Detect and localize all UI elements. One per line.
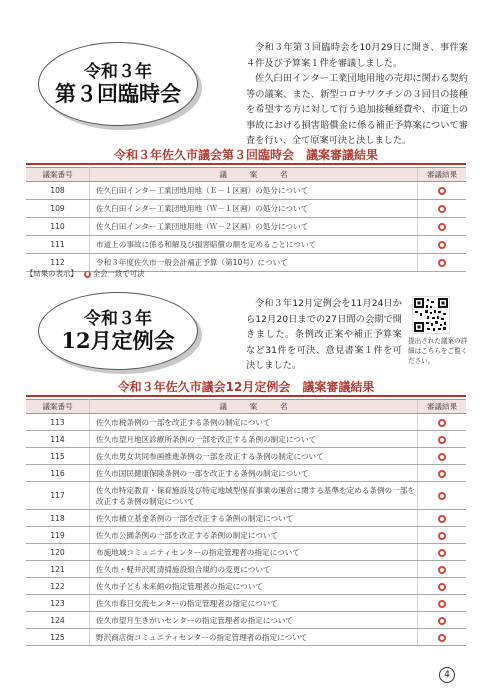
bill-number: 120 <box>26 544 90 561</box>
bill-name: 佐久市公園条例の一部を改正する条例の制定について <box>90 527 418 544</box>
bill-result <box>418 431 467 448</box>
passed-unanimous-icon <box>438 419 446 427</box>
page-number: 4 <box>439 667 455 683</box>
session2-title-badge <box>38 292 198 370</box>
table-row <box>26 414 466 431</box>
bill-name: 佐久市望月生きがいセンターの指定管理者の指定について <box>90 612 418 629</box>
bill-name: 佐久市男女共同参画推進条例の一部を改正する条例の制定について <box>90 448 418 465</box>
header-number: 議案番号 <box>26 168 90 182</box>
table-row <box>26 595 466 612</box>
passed-unanimous-icon <box>438 532 446 540</box>
bill-result <box>418 544 467 561</box>
passed-unanimous-icon <box>438 241 446 249</box>
table-row <box>26 200 466 218</box>
table-row <box>26 612 466 629</box>
bill-result <box>418 578 467 595</box>
bill-result <box>418 561 467 578</box>
bill-name: 佐久市特定教育・保育施設及び特定地域型保育事業の運営に関する基準を定める条例の一部を改正する条例の制定について <box>90 482 418 510</box>
bill-number: 118 <box>26 510 90 527</box>
table-row <box>26 431 466 448</box>
bill-name: 布施地域コミュニティセンターの指定管理者の指定について <box>90 544 418 561</box>
bill-result <box>418 629 467 646</box>
session1-title-badge <box>38 42 198 126</box>
header-number: 議案番号 <box>26 400 90 414</box>
bill-result <box>418 612 467 629</box>
bill-result <box>418 236 467 254</box>
passed-unanimous-icon <box>438 515 446 523</box>
bill-name: 佐久市春日交流センターの指定管理者の指定について <box>90 595 418 612</box>
session2-table-title: 令和３年佐久市議会12月定例会 議案審議結果 <box>117 380 375 394</box>
passed-unanimous-icon <box>438 549 446 557</box>
bill-number: 125 <box>26 629 90 646</box>
bill-result <box>418 254 467 272</box>
bill-result <box>418 510 467 527</box>
bill-number: 121 <box>26 561 90 578</box>
session2-title-year: 令和３年 <box>84 308 152 329</box>
result-legend <box>26 268 145 279</box>
passed-unanimous-icon <box>84 271 91 278</box>
bill-name: 佐久市子ども未来館の指定管理者の指定について <box>90 578 418 595</box>
passed-unanimous-icon <box>438 436 446 444</box>
bill-result <box>418 182 467 200</box>
table-row <box>26 629 466 646</box>
bill-result <box>418 527 467 544</box>
qr-note: 提出された議案の詳細はこちらをご覧ください。 <box>408 337 468 365</box>
table-row <box>26 218 466 236</box>
bill-number: 113 <box>26 414 90 431</box>
bill-name: 野沢商店街コミュニティセンターの指定管理者の指定について <box>90 629 418 646</box>
table-row <box>26 182 466 200</box>
bill-number: 119 <box>26 527 90 544</box>
passed-unanimous-icon <box>438 634 446 642</box>
table-row <box>26 465 466 482</box>
bill-name: 佐久臼田インター工業団地用地（Ｅ－１区画）の処分について <box>90 182 418 200</box>
session2-title-rule <box>26 395 466 397</box>
passed-unanimous-icon <box>438 470 446 478</box>
bill-name: 市道上の事故に係る和解及び損害賠償の額を定めることについて <box>90 236 418 254</box>
table-row <box>26 544 466 561</box>
session1-results-table <box>26 167 466 272</box>
bill-number: 122 <box>26 578 90 595</box>
bill-name: 令和３年度佐久市一般会計補正予算（第10号）について <box>90 254 418 272</box>
qr-code-icon[interactable] <box>412 296 450 334</box>
bill-name: 佐久市積立基金条例の一部を改正する条例の制定について <box>90 510 418 527</box>
bill-result <box>418 414 467 431</box>
passed-unanimous-icon <box>438 566 446 574</box>
header-name: 議 案 名 <box>90 400 418 414</box>
session1-intro-p1: 令和３年第３回臨時会を10月29日に開き、事件案４件及び予算案１件を審議しました。 <box>246 42 468 69</box>
bill-name: 佐久市望月地区診療所条例の一部を改正する条例の制定について <box>90 431 418 448</box>
header-result: 審議結果 <box>418 400 467 414</box>
table-row <box>26 482 466 510</box>
passed-unanimous-icon <box>438 205 446 213</box>
session1-title-name: 第３回臨時会 <box>55 80 181 106</box>
bill-result <box>418 465 467 482</box>
bill-number: 124 <box>26 612 90 629</box>
bill-number: 123 <box>26 595 90 612</box>
session2-title-name: 12月定例会 <box>61 327 175 353</box>
bill-number: 111 <box>26 236 90 254</box>
table-row <box>26 448 466 465</box>
table-row <box>26 527 466 544</box>
session1-intro-p2: 佐久臼田インター工業団地用地の売却に関わる契約等の議案、また、新型コロナワクチンの３回目の接種を希望する方に対して行う追加接種経費や、市道上の事故における損害賠償金に係る補正予算案について審査を行い、全て原案可決と決しました。 <box>246 73 468 146</box>
table-header-row <box>26 168 466 182</box>
bill-number: 117 <box>26 482 90 510</box>
bill-number: 110 <box>26 218 90 236</box>
bill-number: 112 <box>26 254 90 272</box>
passed-unanimous-icon <box>438 223 446 231</box>
legend-label: 【結果の表示】 <box>26 269 78 278</box>
bill-name: 佐久市・軽井沢町清掃施設組合規約の変更について <box>90 561 418 578</box>
legend-text: 全会一致で可決 <box>92 269 145 278</box>
table-header-row <box>26 400 466 414</box>
passed-unanimous-icon <box>438 453 446 461</box>
header-name: 議 案 名 <box>90 168 418 182</box>
header-result: 審議結果 <box>418 168 467 182</box>
bill-name: 佐久市税条例の一部を改正する条例の制定について <box>90 414 418 431</box>
session2-results-table <box>26 399 466 646</box>
table-row <box>26 510 466 527</box>
passed-unanimous-icon <box>438 617 446 625</box>
passed-unanimous-icon <box>438 492 446 500</box>
bill-number: 108 <box>26 182 90 200</box>
bill-name: 佐久市国民健康保険条例の一部を改正する条例の制定について <box>90 465 418 482</box>
bill-number: 115 <box>26 448 90 465</box>
passed-unanimous-icon <box>438 187 446 195</box>
session1-title-year: 令和３年 <box>84 61 152 82</box>
bill-result <box>418 595 467 612</box>
bill-number: 116 <box>26 465 90 482</box>
table-row <box>26 578 466 595</box>
bill-result <box>418 218 467 236</box>
bill-number: 109 <box>26 200 90 218</box>
session1-title-rule <box>26 163 466 165</box>
table-row <box>26 561 466 578</box>
passed-unanimous-icon <box>438 259 446 267</box>
session1-intro <box>246 40 468 149</box>
table-row <box>26 236 466 254</box>
bill-result <box>418 448 467 465</box>
bill-name: 佐久臼田インター工業団地用地（Ｗ－２区画）の処分について <box>90 218 418 236</box>
passed-unanimous-icon <box>438 600 446 608</box>
bill-result <box>418 482 467 510</box>
session1-table-title: 令和３年佐久市議会第３回臨時会 議案審議結果 <box>113 148 378 162</box>
passed-unanimous-icon <box>438 583 446 591</box>
bill-number: 114 <box>26 431 90 448</box>
session2-intro: 令和３年12月定例会を11月24日から12月20日までの27日間の会期で開きました。条例改正案や補正予算案など31件を可決、意見書案１件を可決しました。 <box>246 298 402 371</box>
bill-name: 佐久臼田インター工業団地用地（Ｗ－１区画）の処分について <box>90 200 418 218</box>
bill-result <box>418 200 467 218</box>
